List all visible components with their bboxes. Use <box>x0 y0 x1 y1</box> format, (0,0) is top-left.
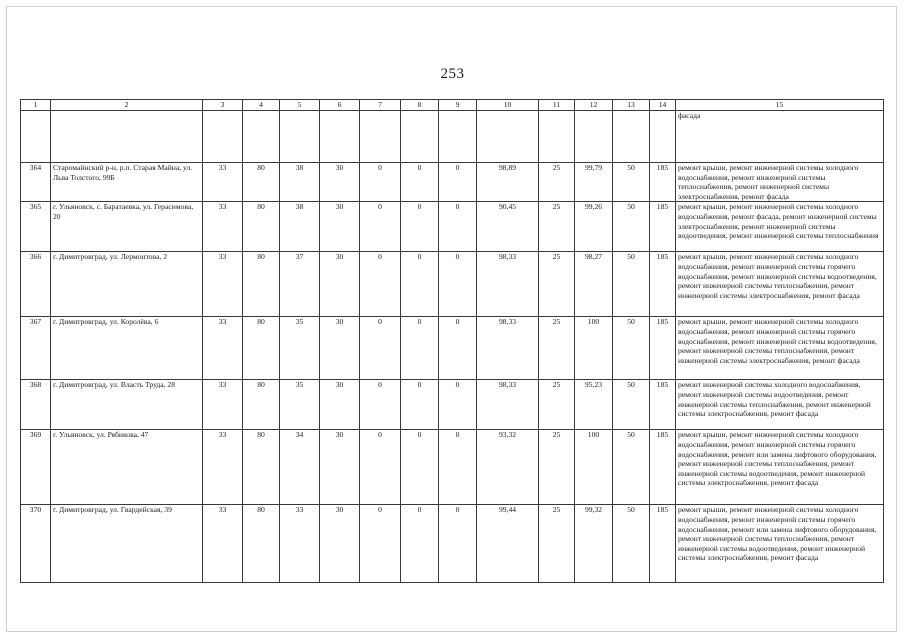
table-row-continuation <box>21 111 884 163</box>
value-cell: 0 <box>360 163 401 202</box>
value-cell: 98,27 <box>575 252 613 317</box>
value-cell: 0 <box>360 505 401 583</box>
value-cell: 80 <box>243 505 280 583</box>
page-number: 253 <box>440 66 465 82</box>
address-cell: г. Димитровград, ул. Королёва, 6 <box>51 317 203 380</box>
value-cell: 98,33 <box>477 317 539 380</box>
value-cell: 33 <box>203 505 243 583</box>
row-number: 364 <box>21 163 51 202</box>
value-cell: 80 <box>243 380 280 430</box>
value-cell: 80 <box>243 163 280 202</box>
row-number: 367 <box>21 317 51 380</box>
value-cell: 25 <box>539 202 575 252</box>
value-cell: 0 <box>360 380 401 430</box>
value-cell: 50 <box>613 252 650 317</box>
works-cell: ремонт крыши, ремонт инженерной системы холодного водоснабжения, ремонт инженерной системы горячего водоснабжения, ремонт инженерной системы водоотведения, ремонт инженерной системы теплоснабжения, ремонт инженерной системы электроснабжения, ремонт фасада <box>676 317 884 380</box>
value-cell: 98,33 <box>477 380 539 430</box>
col-header-8: 8 <box>401 100 439 111</box>
value-cell: 90,45 <box>477 202 539 252</box>
value-cell: 0 <box>401 380 439 430</box>
value-cell: 0 <box>439 252 477 317</box>
value-cell: 25 <box>539 430 575 505</box>
value-cell: 80 <box>243 317 280 380</box>
value-cell: 0 <box>360 317 401 380</box>
works-cell: ремонт крыши, ремонт инженерной системы холодного водоснабжения, ремонт инженерной системы горячего водоснабжения, ремонт инженерной системы водоотведения, ремонт инженерной системы теплоснабжения, ремонт инженерной системы электроснабжения, ремонт фасада <box>676 252 884 317</box>
value-cell: 0 <box>401 505 439 583</box>
value-cell: 30 <box>320 380 360 430</box>
table-row <box>21 163 884 202</box>
value-cell: 185 <box>650 505 676 583</box>
value-cell: 0 <box>439 202 477 252</box>
table-row <box>21 202 884 252</box>
value-cell: 0 <box>439 430 477 505</box>
address-cell: г. Димитровград, ул. Гвардейская, 39 <box>51 505 203 583</box>
value-cell: 33 <box>203 202 243 252</box>
value-cell: 0 <box>401 252 439 317</box>
value-cell: 95,23 <box>575 380 613 430</box>
value-cell: 185 <box>650 252 676 317</box>
row-number: 366 <box>21 252 51 317</box>
value-cell: 0 <box>439 505 477 583</box>
value-cell: 80 <box>243 430 280 505</box>
value-cell: 25 <box>539 317 575 380</box>
value-cell: 25 <box>539 252 575 317</box>
value-cell: 37 <box>280 252 320 317</box>
col-header-7: 7 <box>360 100 401 111</box>
row-number: 368 <box>21 380 51 430</box>
col-header-15: 15 <box>676 100 884 111</box>
value-cell: 80 <box>243 202 280 252</box>
works-cell: ремонт крыши, ремонт инженерной системы холодного водоснабжения, ремонт инженерной системы горячего водоснабжения, ремонт или замена лифтового оборудования, ремонт инженерной системы теплоснабжения, ремонт инженерной системы водоотведения, ремонт инженерной системы электроснабжения, ремонт фасада <box>676 430 884 505</box>
value-cell: 100 <box>575 430 613 505</box>
col-header-14: 14 <box>650 100 676 111</box>
value-cell: 0 <box>360 252 401 317</box>
value-cell: 35 <box>280 380 320 430</box>
value-cell: 38 <box>280 163 320 202</box>
value-cell: 33 <box>203 317 243 380</box>
value-cell: 33 <box>203 430 243 505</box>
value-cell: 99,79 <box>575 163 613 202</box>
value-cell: 185 <box>650 317 676 380</box>
works-cell: фасада <box>676 111 884 163</box>
value-cell: 185 <box>650 430 676 505</box>
repair-table <box>20 99 884 583</box>
col-header-12: 12 <box>575 100 613 111</box>
value-cell: 0 <box>439 380 477 430</box>
value-cell: 185 <box>650 380 676 430</box>
address-cell: г. Ульяновск, с. Баратаевка, ул. Герасимова, 20 <box>51 202 203 252</box>
value-cell: 50 <box>613 317 650 380</box>
works-cell: ремонт крыши, ремонт инженерной системы холодного водоснабжения, ремонт инженерной системы горячего водоснабжения, ремонт или замена лифтового оборудования, ремонт инженерной системы теплоснабжения, ремонт инженерной системы водоотведения, ремонт инженерной системы электроснабжения, ремонт фасада <box>676 505 884 583</box>
value-cell: 50 <box>613 430 650 505</box>
works-cell: ремонт крыши, ремонт инженерной системы холодного водоснабжения, ремонт инженерной системы теплоснабжения, ремонт инженерной системы электроснабжения, ремонт фасада <box>676 163 884 202</box>
address-cell: г. Димитровград, ул. Лермонтова, 2 <box>51 252 203 317</box>
value-cell: 99,44 <box>477 505 539 583</box>
col-header-6: 6 <box>320 100 360 111</box>
value-cell: 30 <box>320 202 360 252</box>
col-header-9: 9 <box>439 100 477 111</box>
value-cell: 0 <box>439 163 477 202</box>
value-cell: 50 <box>613 163 650 202</box>
value-cell: 33 <box>203 380 243 430</box>
value-cell: 30 <box>320 163 360 202</box>
col-header-2: 2 <box>51 100 203 111</box>
row-number: 365 <box>21 202 51 252</box>
value-cell: 30 <box>320 505 360 583</box>
value-cell: 99,32 <box>575 505 613 583</box>
value-cell: 30 <box>320 317 360 380</box>
value-cell: 98,33 <box>477 252 539 317</box>
value-cell: 0 <box>401 163 439 202</box>
value-cell: 38 <box>280 202 320 252</box>
value-cell: 33 <box>203 163 243 202</box>
value-cell: 80 <box>243 252 280 317</box>
value-cell: 33 <box>203 252 243 317</box>
col-header-1: 1 <box>21 100 51 111</box>
value-cell: 25 <box>539 163 575 202</box>
value-cell: 30 <box>320 430 360 505</box>
value-cell: 93,32 <box>477 430 539 505</box>
table-row <box>21 317 884 380</box>
value-cell: 185 <box>650 163 676 202</box>
value-cell: 99,26 <box>575 202 613 252</box>
value-cell: 50 <box>613 202 650 252</box>
col-header-3: 3 <box>203 100 243 111</box>
address-cell: г. Димитровград, ул. Власть Труда, 28 <box>51 380 203 430</box>
value-cell: 30 <box>320 252 360 317</box>
value-cell: 100 <box>575 317 613 380</box>
value-cell: 50 <box>613 505 650 583</box>
value-cell: 25 <box>539 505 575 583</box>
col-header-13: 13 <box>613 100 650 111</box>
table-row <box>21 430 884 505</box>
col-header-5: 5 <box>280 100 320 111</box>
value-cell: 25 <box>539 380 575 430</box>
value-cell: 35 <box>280 317 320 380</box>
row-number: 369 <box>21 430 51 505</box>
value-cell: 0 <box>360 430 401 505</box>
value-cell: 50 <box>613 380 650 430</box>
col-header-4: 4 <box>243 100 280 111</box>
works-cell: ремонт крыши, ремонт инженерной системы холодного водоснабжения, ремонт фасада, ремонт инженерной системы электроснабжения, ремонт инженерной системы водоотведения, ремонт инженерной системы теплоснабжения <box>676 202 884 252</box>
table-row <box>21 505 884 583</box>
address-cell: Старомайнский р-н, р.п. Старая Майна, ул. Льва Толстого, 99Б <box>51 163 203 202</box>
value-cell: 33 <box>280 505 320 583</box>
value-cell: 98,89 <box>477 163 539 202</box>
value-cell: 34 <box>280 430 320 505</box>
value-cell: 0 <box>401 202 439 252</box>
column-number-row <box>21 100 884 111</box>
value-cell: 0 <box>401 317 439 380</box>
value-cell: 185 <box>650 202 676 252</box>
works-cell: ремонт инженерной системы холодного водоснабжения, ремонт инженерной системы водоотведения, ремонт инженерной системы теплоснабжения, ремонт инженерной системы электроснабжения, ремонт фасада <box>676 380 884 430</box>
table-row <box>21 252 884 317</box>
value-cell: 0 <box>401 430 439 505</box>
value-cell: 0 <box>439 317 477 380</box>
table-row <box>21 380 884 430</box>
col-header-11: 11 <box>539 100 575 111</box>
col-header-10: 10 <box>477 100 539 111</box>
value-cell: 0 <box>360 202 401 252</box>
address-cell: г. Ульяновск, ул. Рябикова, 47 <box>51 430 203 505</box>
row-number: 370 <box>21 505 51 583</box>
